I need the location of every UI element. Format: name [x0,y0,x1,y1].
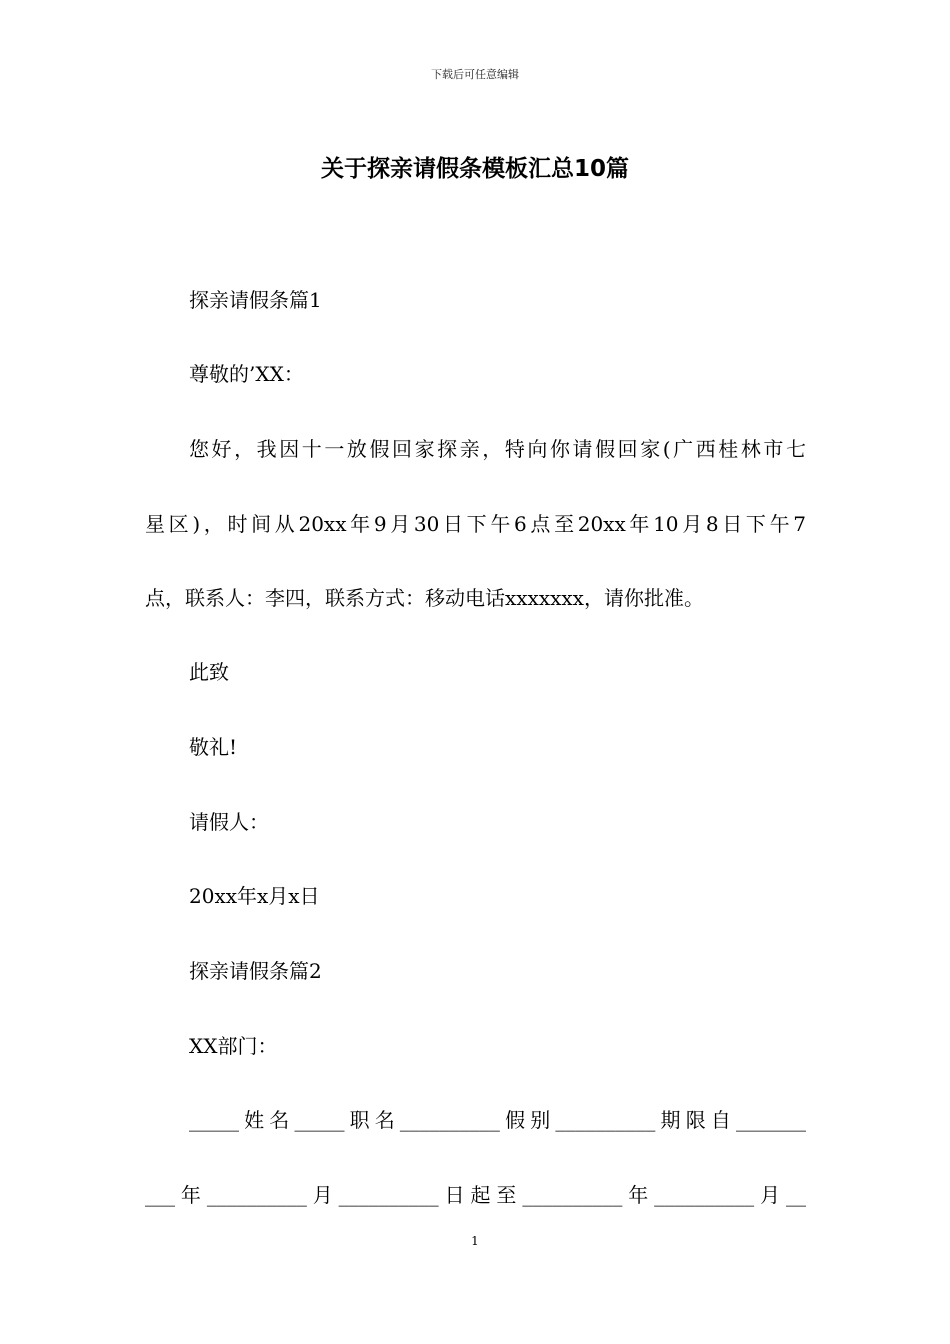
page-number: 1 [471,1234,479,1248]
body-paragraph-line-2: 星区)，时间从20xx年9月30日下午6点至20xx年10月8日下午7 [145,512,806,536]
department-line: XX部门： [189,1034,278,1058]
closing-line-2: 敬礼! [189,735,238,759]
body-paragraph-line-3: 点，联系人：李四，联系方式：移动电话xxxxxxx，请你批准。 [145,586,704,610]
closing-line-1: 此致 [189,660,229,684]
form-line-1: _____姓名_____职名__________假别__________期限自_______ [189,1108,806,1132]
section-heading-1: 探亲请假条篇1 [189,288,322,312]
section-heading-2: 探亲请假条篇2 [189,959,322,983]
date-line: 20xx年x月x日 [189,884,320,908]
form-line-2: ___年__________月__________日起至__________年__________月__ [145,1183,806,1207]
body-paragraph-line-1: 您好，我因十一放假回家探亲，特向你请假回家(广西桂林市七 [189,437,806,461]
applicant-label: 请假人： [189,810,269,834]
salutation: 尊敬的’XX： [189,362,304,386]
header-note: 下载后可任意编辑 [431,68,519,81]
document-title: 关于探亲请假条模板汇总10篇 [320,156,629,182]
